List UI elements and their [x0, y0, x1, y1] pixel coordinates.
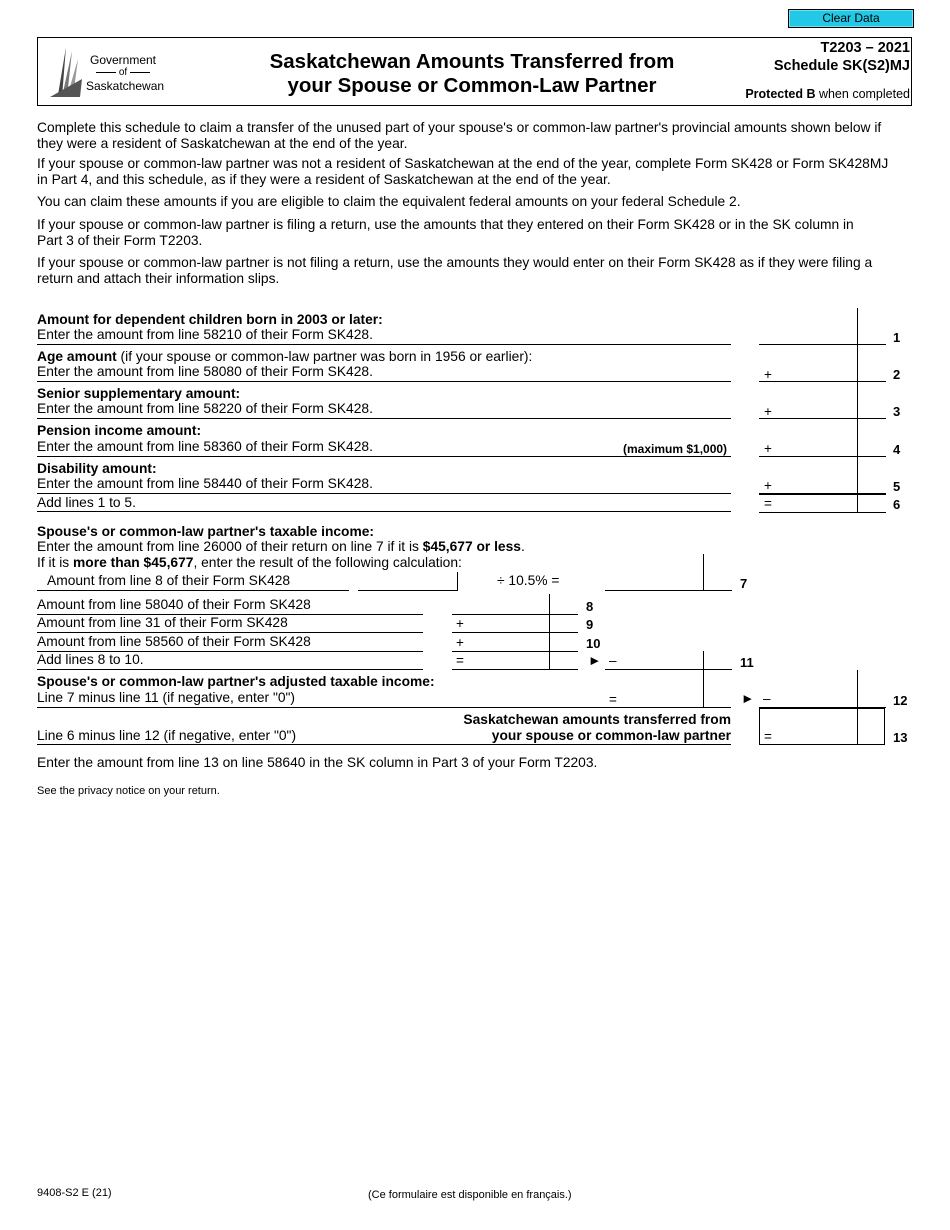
- intro-paragraph-2: If your spouse or common-law partner was not a resident of Saskatchewan at the end of the year, complete Form SK428 or Form SK428MJ in Part 4, and this schedule, as if they were a resident of Saskatchewan at the end of the year.: [37, 156, 889, 187]
- line11-minus: –: [609, 653, 617, 668]
- line2-plus: +: [764, 367, 772, 382]
- line7-text: Enter the amount from line 26000 of their return on line 7 if it is $45,677 or less.: [37, 539, 525, 554]
- line7-amount-field[interactable]: [605, 590, 732, 591]
- line-number-1: 1: [893, 330, 901, 345]
- line6-equals: =: [764, 496, 772, 511]
- gov-name-line2: of: [86, 66, 160, 80]
- line4-amount-field[interactable]: [759, 456, 886, 457]
- line-number-6: 6: [893, 497, 901, 512]
- line2-amount-field[interactable]: [759, 381, 886, 382]
- line6-amount-field[interactable]: [759, 512, 886, 513]
- line9-amount-field[interactable]: [452, 632, 578, 633]
- line2-title: Age amount (if your spouse or common-law partner was born in 1956 or earlier):: [37, 349, 533, 364]
- form-number: T2203 – 2021 Schedule SK(S2)MJ: [773, 40, 910, 74]
- line12-equals: =: [609, 692, 617, 707]
- intro-paragraph-1: Complete this schedule to claim a transfer of the unused part of your spouse's or common-law partner's provincial amounts shown below if they were a resident of Saskatchewan at the end of the year.: [37, 120, 882, 151]
- line11-text: Add lines 8 to 10.: [37, 652, 144, 667]
- line-number-7: 7: [740, 576, 748, 591]
- intro-paragraph-3: You can claim these amounts if you are eligible to claim the equivalent federal amounts on your federal Schedule 2.: [37, 194, 741, 209]
- line6-text: Add lines 1 to 5.: [37, 495, 136, 510]
- line11-equals: =: [456, 653, 464, 668]
- line-number-13: 13: [893, 730, 908, 745]
- line12-title: Spouse's or common-law partner's adjusted taxable income:: [37, 674, 435, 689]
- line12-text: Line 7 minus line 11 (if negative, enter "0"): [37, 690, 296, 705]
- line7-title: Spouse's or common-law partner's taxable income:: [37, 524, 375, 539]
- amount-column-divider: [857, 308, 858, 513]
- line7-sk428-amount-field[interactable]: [358, 590, 457, 591]
- line5-text: Enter the amount from line 58440 of their Form SK428.: [37, 476, 373, 491]
- line4-plus: +: [764, 441, 772, 456]
- line9-plus: +: [456, 616, 464, 631]
- line10-text: Amount from line 58560 of their Form SK428: [37, 634, 311, 649]
- line11-amount-field[interactable]: [605, 669, 732, 670]
- intro-paragraph-4: If your spouse or common-law partner is filing a return, use the amounts that they entered on their Form SK428 or in the SK column in Part 3 of their Form T2203.: [37, 217, 854, 248]
- line7-division: ÷ 10.5% =: [497, 573, 560, 588]
- line11-sub-amount-field[interactable]: [452, 669, 578, 670]
- line3-title: Senior supplementary amount:: [37, 386, 241, 401]
- line1-amount-field[interactable]: [759, 344, 886, 345]
- line7-calc-text: If it is more than $45,677, enter the result of the following calculation:: [37, 555, 462, 570]
- line4-maximum: (maximum $1,000): [623, 442, 728, 456]
- form-code: 9408-S2 E (21): [37, 1187, 112, 1199]
- french-availability: (Ce formulaire est disponible en français.): [368, 1189, 572, 1201]
- line13-label-2: your spouse or common-law partner: [491, 728, 731, 743]
- line-number-5: 5: [893, 479, 901, 494]
- line-number-12: 12: [893, 693, 908, 708]
- line1-title: Amount for dependent children born in 2003 or later:: [37, 312, 383, 327]
- page-title: Saskatchewan Amounts Transferred from your Spouse or Common-Law Partner: [269, 50, 675, 97]
- line-number-10: 10: [586, 636, 601, 651]
- line-number-9: 9: [586, 617, 594, 632]
- line3-amount-field[interactable]: [759, 418, 886, 419]
- protected-status: Protected B when completed: [745, 87, 910, 101]
- line-number-11: 11: [740, 655, 754, 670]
- saskatchewan-logo-icon: [46, 45, 84, 99]
- line7-sub-text: Amount from line 8 of their Form SK428: [47, 573, 291, 588]
- line9-text: Amount from line 31 of their Form SK428: [37, 615, 288, 630]
- line5-title: Disability amount:: [37, 461, 157, 476]
- line-number-4: 4: [893, 442, 901, 457]
- line-number-2: 2: [893, 367, 901, 382]
- line13-label-1: Saskatchewan amounts transferred from: [463, 712, 731, 727]
- privacy-notice: See the privacy notice on your return.: [37, 785, 220, 797]
- line13-amount-field[interactable]: [759, 708, 885, 745]
- line8-amount-field[interactable]: [452, 614, 578, 615]
- line13-text: Line 6 minus line 12 (if negative, enter "0"): [37, 728, 297, 743]
- gov-name-line3: Saskatchewan: [86, 79, 165, 93]
- intro-paragraph-5: If your spouse or common-law partner is not filing a return, use the amounts they would enter on their Form SK428 as if they were filing a return and attach their information slips.: [37, 255, 873, 286]
- line3-text: Enter the amount from line 58220 of their Form SK428.: [37, 401, 373, 416]
- footer-instruction: Enter the amount from line 13 on line 58640 in the SK column in Part 3 of your Form T2203.: [37, 755, 598, 770]
- line-number-8: 8: [586, 599, 594, 614]
- line4-title: Pension income amount:: [37, 423, 202, 438]
- line1-text: Enter the amount from line 58210 of their Form SK428.: [37, 327, 373, 342]
- line12-arrow-icon: ►: [741, 691, 755, 706]
- line10-plus: +: [456, 635, 464, 650]
- line10-amount-field[interactable]: [452, 651, 578, 652]
- line13-equals: =: [764, 729, 772, 744]
- line5-plus: +: [764, 478, 772, 493]
- line3-plus: +: [764, 404, 772, 419]
- line11-arrow-icon: ►: [588, 653, 602, 668]
- line-number-3: 3: [893, 404, 901, 419]
- line12-minus: –: [763, 691, 771, 706]
- line2-text: Enter the amount from line 58080 of their Form SK428.: [37, 364, 373, 379]
- line5-amount-field[interactable]: [759, 493, 886, 495]
- clear-data-button[interactable]: Clear Data: [788, 9, 914, 28]
- line4-text: Enter the amount from line 58360 of their Form SK428.: [37, 439, 373, 454]
- gov-name-line1: Government: [89, 53, 157, 67]
- line8-text: Amount from line 58040 of their Form SK428: [37, 597, 311, 612]
